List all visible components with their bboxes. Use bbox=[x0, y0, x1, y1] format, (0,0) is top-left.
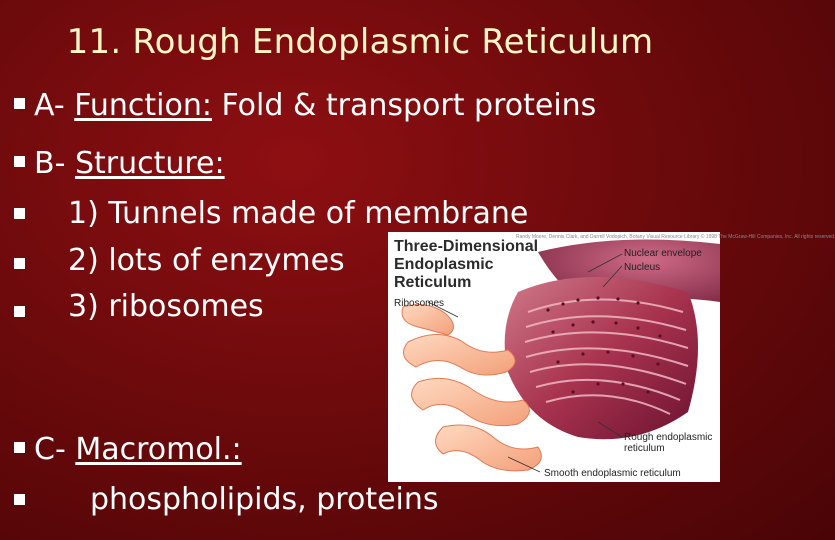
bullet-a bbox=[14, 98, 25, 109]
figure-title-line2: Endoplasmic bbox=[394, 256, 494, 273]
macromol-row bbox=[34, 432, 242, 468]
function-row bbox=[34, 88, 596, 124]
bullet-c bbox=[14, 442, 25, 453]
a-label: A- bbox=[34, 88, 75, 123]
structure-item-2: 2) lots of enzymes bbox=[68, 243, 345, 278]
figure-title-line3: Reticulum bbox=[394, 274, 472, 291]
bullet-b2 bbox=[14, 258, 25, 269]
label-ribosomes: Ribosomes bbox=[394, 298, 445, 309]
bullet-b1 bbox=[14, 208, 25, 219]
structure-item-3: 3) ribosomes bbox=[68, 289, 264, 324]
function-label: Function: bbox=[74, 88, 212, 123]
slide-title: 11. Rough Endoplasmic Reticulum bbox=[66, 22, 654, 62]
structure-row bbox=[34, 146, 225, 182]
b-label: B- bbox=[34, 146, 75, 181]
macromol-text: phospholipids, proteins bbox=[90, 482, 439, 517]
c-label: C- bbox=[34, 432, 76, 467]
bullet-c1 bbox=[14, 494, 25, 505]
bullet-b3 bbox=[14, 306, 25, 317]
label-smooth-er: Smooth endoplasmic reticulum bbox=[544, 468, 681, 479]
label-nuclear-envelope: Nuclear envelope bbox=[624, 248, 702, 259]
figure-title-line1: Three-Dimensional bbox=[394, 238, 539, 255]
figure-credit: Randy Moore, Dennis Clark, and Darrell Vodopich, Botany Visual Resource Library © 1998 The McGraw-Hill Companies, Inc. All rights reserved. bbox=[516, 234, 835, 240]
figure-title bbox=[394, 238, 538, 292]
function-text: Fold & transport proteins bbox=[211, 88, 597, 123]
bullet-b bbox=[14, 156, 25, 167]
structure-label: Structure: bbox=[74, 146, 225, 181]
er-diagram-figure bbox=[388, 232, 835, 482]
label-nucleus: Nucleus bbox=[624, 262, 661, 273]
label-rough-er: Rough endoplasmic reticulum bbox=[624, 432, 713, 454]
macromol-label: Macromol.: bbox=[75, 432, 242, 467]
structure-item-1: 1) Tunnels made of membrane bbox=[68, 196, 529, 231]
